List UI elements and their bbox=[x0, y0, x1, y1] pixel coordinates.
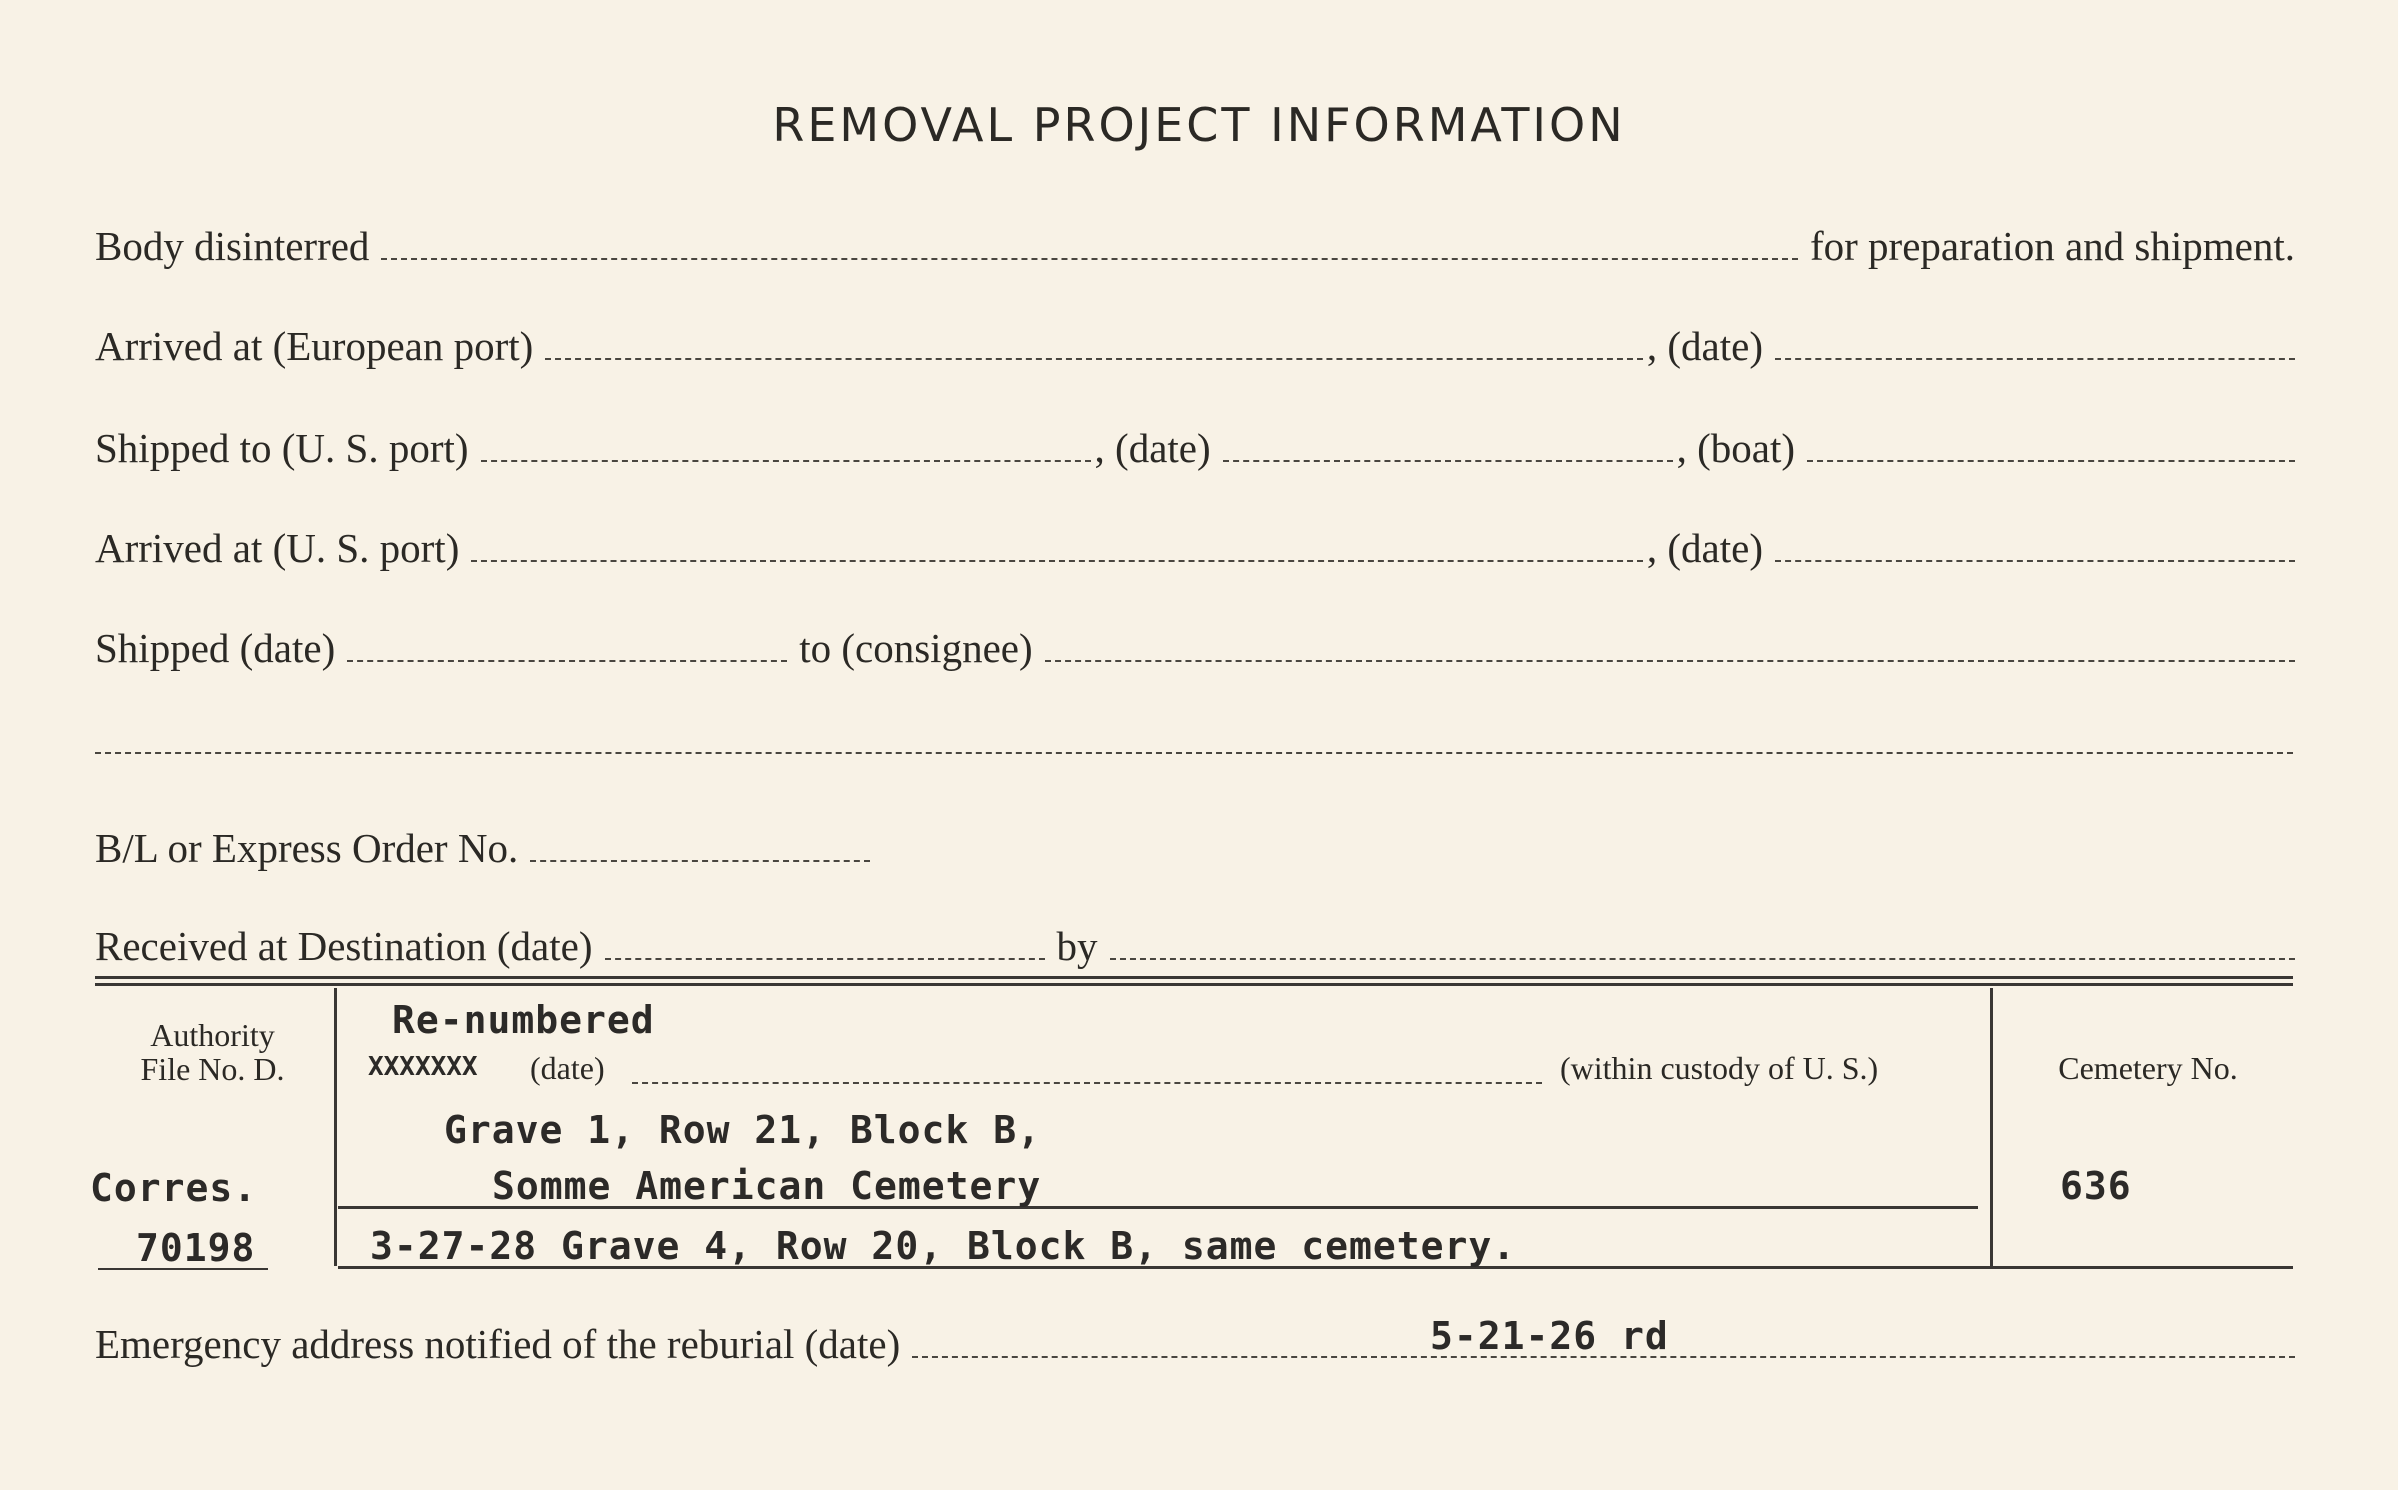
received-label: Received at Destination (date) bbox=[95, 923, 593, 969]
emergency-label: Emergency address notified of the reburial (date) bbox=[95, 1321, 901, 1367]
card-title: REMOVAL PROJECT INFORMATION bbox=[772, 98, 1626, 152]
bl-order-row bbox=[95, 816, 2295, 872]
corres-underline bbox=[98, 1268, 268, 1270]
emergency-date-value: 5-21-26 rd bbox=[1430, 1314, 1669, 1358]
european-date-field[interactable] bbox=[1775, 358, 2295, 360]
custody-date-field[interactable] bbox=[632, 1082, 1542, 1084]
date-label: , (date) bbox=[1646, 323, 1763, 369]
authority-label bbox=[95, 1018, 330, 1086]
date-label: , (date) bbox=[1646, 525, 1763, 571]
table-top-rule bbox=[95, 976, 2293, 986]
shipped-date-value-field[interactable] bbox=[347, 660, 787, 662]
emergency-row bbox=[95, 1312, 2295, 1368]
received-row bbox=[95, 914, 2295, 970]
body-disinterred-label: Body disinterred bbox=[95, 223, 370, 269]
received-by-field[interactable] bbox=[1110, 958, 2296, 960]
column-divider-right bbox=[1990, 988, 1993, 1266]
european-port-field[interactable] bbox=[545, 358, 1643, 360]
arrived-us-date-field[interactable] bbox=[1775, 560, 2295, 562]
date-small-label: (date) bbox=[530, 1050, 605, 1086]
arrived-us-row bbox=[95, 516, 2295, 572]
preparation-label: for preparation and shipment. bbox=[1809, 223, 2295, 269]
cemetery-no-label: Cemetery No. bbox=[2058, 1050, 2238, 1086]
shipped-consignee-row bbox=[95, 616, 2295, 672]
struck-word: XXXXXXX bbox=[368, 1052, 478, 1082]
consignee-field[interactable] bbox=[1045, 660, 2295, 662]
corres-label: Corres. bbox=[90, 1166, 258, 1210]
consignee-continuation-field[interactable] bbox=[95, 752, 2293, 754]
update-line: 3-27-28 Grave 4, Row 20, Block B, same cemetery. bbox=[370, 1224, 1517, 1268]
renumbered-text: Re-numbered bbox=[392, 998, 655, 1042]
authority-line-2: File No. D. bbox=[140, 1051, 285, 1087]
consignee-label: to (consignee) bbox=[799, 625, 1033, 671]
shipped-us-label: Shipped to (U. S. port) bbox=[95, 425, 469, 471]
received-date-field[interactable] bbox=[605, 958, 1045, 960]
shipped-us-row bbox=[95, 416, 2295, 472]
body-disinterred-field[interactable] bbox=[381, 258, 1798, 260]
authority-line-1: Authority bbox=[150, 1017, 275, 1053]
column-divider-left bbox=[334, 988, 337, 1266]
boat-label: , (boat) bbox=[1676, 425, 1796, 471]
date-label: , (date) bbox=[1094, 425, 1211, 471]
shipped-date-label: Shipped (date) bbox=[95, 625, 336, 671]
arrived-us-label: Arrived at (U. S. port) bbox=[95, 525, 460, 571]
corres-number: 70198 bbox=[136, 1226, 256, 1270]
grave-line-2: Somme American Cemetery bbox=[492, 1164, 1042, 1208]
us-port-field[interactable] bbox=[481, 460, 1091, 462]
bl-order-field[interactable] bbox=[530, 860, 870, 862]
cemetery-number: 636 bbox=[2060, 1164, 2132, 1208]
arrived-european-label: Arrived at (European port) bbox=[95, 323, 534, 369]
within-custody-label: (within custody of U. S.) bbox=[1560, 1050, 1879, 1086]
arrived-european-row bbox=[95, 314, 2295, 370]
bl-order-label: B/L or Express Order No. bbox=[95, 825, 519, 871]
boat-field[interactable] bbox=[1807, 460, 2295, 462]
shipped-date-field[interactable] bbox=[1223, 460, 1673, 462]
grave-line-1: Grave 1, Row 21, Block B, bbox=[444, 1108, 1041, 1152]
by-label: by bbox=[1056, 923, 1098, 969]
arrived-us-port-field[interactable] bbox=[471, 560, 1643, 562]
body-disinterred-row bbox=[95, 214, 2295, 270]
